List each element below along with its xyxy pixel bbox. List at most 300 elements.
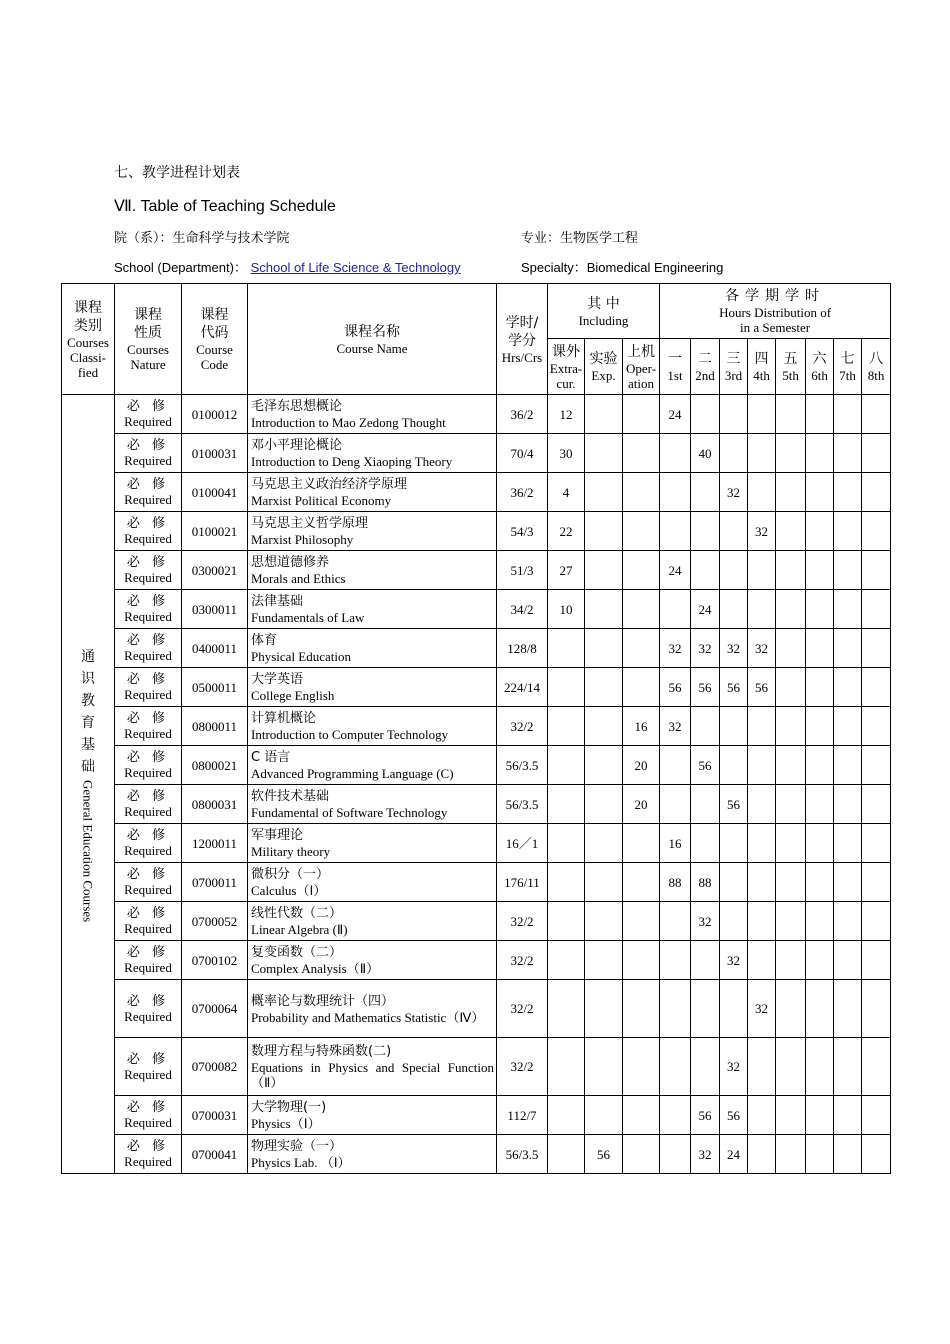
semester-4-hours: [748, 1096, 776, 1135]
semester-7-hours: [834, 707, 862, 746]
nature-cell: 必 修 Required: [115, 746, 182, 785]
semester-6-hours: [806, 941, 834, 980]
nature-cell: 必 修 Required: [115, 785, 182, 824]
semester-3-hours: [720, 746, 748, 785]
extracurricular-hours: [548, 824, 585, 863]
header-semester-6: 六 6th: [806, 339, 834, 395]
header-semester-2: 二 2nd: [691, 339, 720, 395]
extracurricular-hours: 22: [548, 512, 585, 551]
semester-2-hours: 88: [691, 863, 720, 902]
hours-credits: 56/3.5: [497, 746, 548, 785]
semester-5-hours: [776, 980, 806, 1038]
table-row: [62, 395, 891, 434]
semester-5-hours: [776, 707, 806, 746]
semester-2-hours: [691, 980, 720, 1038]
semester-4-hours: [748, 863, 776, 902]
semester-6-hours: [806, 395, 834, 434]
semester-6-hours: [806, 473, 834, 512]
course-code: 0100031: [182, 434, 248, 473]
experiment-hours: [585, 941, 623, 980]
category-zh: [81, 646, 95, 778]
extracurricular-hours: [548, 941, 585, 980]
semester-8-hours: [862, 1096, 891, 1135]
semester-1-hours: [660, 512, 691, 551]
semester-8-hours: [862, 590, 891, 629]
hours-credits: 51/3: [497, 551, 548, 590]
table-row: [62, 473, 891, 512]
nature-cell: 必 修 Required: [115, 941, 182, 980]
operation-hours: [623, 863, 660, 902]
semester-2-hours: [691, 1038, 720, 1096]
semester-5-hours: [776, 785, 806, 824]
semester-5-hours: [776, 863, 806, 902]
course-name: 马克思主义哲学原理 Marxist Philosophy: [248, 512, 497, 551]
semester-3-hours: 56: [720, 668, 748, 707]
hours-credits: 54/3: [497, 512, 548, 551]
category-char: 育: [81, 714, 95, 731]
specialty-en: Specialty：Biomedical Engineering: [521, 260, 724, 275]
hours-credits: 32/2: [497, 707, 548, 746]
header-code: 课程代码 Course Code: [182, 284, 248, 395]
header-semester-7: 七 7th: [834, 339, 862, 395]
course-code: 0700052: [182, 902, 248, 941]
semester-2-hours: 32: [691, 629, 720, 668]
table-row: [62, 980, 891, 1038]
course-name: 线性代数（二） Linear Algebra (Ⅱ): [248, 902, 497, 941]
course-code: 0700031: [182, 1096, 248, 1135]
semester-5-hours: [776, 512, 806, 551]
extracurricular-hours: [548, 1135, 585, 1174]
semester-6-hours: [806, 590, 834, 629]
hours-credits: 34/2: [497, 590, 548, 629]
semester-8-hours: [862, 902, 891, 941]
hours-credits: 176/11: [497, 863, 548, 902]
semester-6-hours: [806, 746, 834, 785]
nature-cell: 必 修 Required: [115, 668, 182, 707]
extracurricular-hours: 4: [548, 473, 585, 512]
operation-hours: [623, 1038, 660, 1096]
semester-8-hours: [862, 512, 891, 551]
semester-4-hours: [748, 1135, 776, 1174]
semester-4-hours: [748, 902, 776, 941]
semester-1-hours: 24: [660, 395, 691, 434]
extracurricular-hours: 27: [548, 551, 585, 590]
table-row: [62, 512, 891, 551]
semester-4-hours: [748, 434, 776, 473]
category-char: 础: [81, 758, 95, 775]
course-code: 0400011: [182, 629, 248, 668]
table-row: [62, 1135, 891, 1174]
semester-7-hours: [834, 551, 862, 590]
course-code: 0300021: [182, 551, 248, 590]
course-code: 0700011: [182, 863, 248, 902]
course-name: 体育 Physical Education: [248, 629, 497, 668]
semester-7-hours: [834, 980, 862, 1038]
header-course-name: 课程名称 Course Name: [248, 284, 497, 395]
experiment-hours: [585, 980, 623, 1038]
semester-4-hours: [748, 707, 776, 746]
header-nature: 课程性质 Courses Nature: [115, 284, 182, 395]
hours-credits: 36/2: [497, 395, 548, 434]
table-row: [62, 824, 891, 863]
semester-4-hours: 56: [748, 668, 776, 707]
experiment-hours: [585, 551, 623, 590]
extracurricular-hours: [548, 746, 585, 785]
nature-cell: 必 修 Required: [115, 434, 182, 473]
semester-6-hours: [806, 980, 834, 1038]
semester-2-hours: 56: [691, 746, 720, 785]
table-row: [62, 785, 891, 824]
semester-5-hours: [776, 473, 806, 512]
semester-3-hours: [720, 395, 748, 434]
table-row: [62, 863, 891, 902]
category-en: General Education Courses: [80, 779, 96, 923]
semester-8-hours: [862, 473, 891, 512]
hours-credits: 56/3.5: [497, 785, 548, 824]
semester-5-hours: [776, 941, 806, 980]
semester-6-hours: [806, 1135, 834, 1174]
semester-5-hours: [776, 1135, 806, 1174]
extracurricular-hours: [548, 707, 585, 746]
operation-hours: [623, 941, 660, 980]
semester-7-hours: [834, 785, 862, 824]
department-en-line: [114, 257, 461, 276]
department-zh: 院（系）：生命科学与技术学院: [114, 231, 290, 246]
operation-hours: [623, 512, 660, 551]
semester-4-hours: [748, 941, 776, 980]
semester-5-hours: [776, 746, 806, 785]
category-char: 基: [81, 736, 95, 753]
semester-1-hours: 24: [660, 551, 691, 590]
extracurricular-hours: [548, 785, 585, 824]
semester-5-hours: [776, 824, 806, 863]
experiment-hours: [585, 707, 623, 746]
semester-4-hours: 32: [748, 512, 776, 551]
semester-2-hours: 32: [691, 902, 720, 941]
experiment-hours: [585, 902, 623, 941]
section-title-en: Ⅶ. Table of Teaching Schedule: [114, 198, 336, 215]
semester-7-hours: [834, 746, 862, 785]
hours-credits: 32/2: [497, 980, 548, 1038]
semester-4-hours: [748, 590, 776, 629]
semester-1-hours: [660, 590, 691, 629]
operation-hours: [623, 668, 660, 707]
nature-cell: 必 修 Required: [115, 824, 182, 863]
hours-credits: 36/2: [497, 473, 548, 512]
semester-8-hours: [862, 941, 891, 980]
semester-8-hours: [862, 395, 891, 434]
semester-5-hours: [776, 590, 806, 629]
nature-cell: 必 修 Required: [115, 473, 182, 512]
extracurricular-hours: [548, 1096, 585, 1135]
semester-7-hours: [834, 1038, 862, 1096]
extracurricular-hours: [548, 629, 585, 668]
semester-2-hours: 24: [691, 590, 720, 629]
header-experiment: 实验 Exp.: [585, 339, 623, 395]
experiment-hours: [585, 1096, 623, 1135]
semester-2-hours: [691, 707, 720, 746]
course-code: 0100021: [182, 512, 248, 551]
header-semester-4: 四 4th: [748, 339, 776, 395]
semester-6-hours: [806, 668, 834, 707]
semester-5-hours: [776, 668, 806, 707]
nature-cell: 必 修 Required: [115, 980, 182, 1038]
semester-4-hours: 32: [748, 629, 776, 668]
semester-4-hours: [748, 395, 776, 434]
course-name: 大学物理(一) Physics（Ⅰ）: [248, 1096, 497, 1135]
semester-1-hours: [660, 746, 691, 785]
course-name: 概率论与数理统计（四） Probability and Mathematics Statistic（Ⅳ）: [248, 980, 497, 1038]
experiment-hours: [585, 785, 623, 824]
experiment-hours: [585, 395, 623, 434]
course-code: 1200011: [182, 824, 248, 863]
semester-2-hours: 40: [691, 434, 720, 473]
semester-1-hours: [660, 1096, 691, 1135]
semester-1-hours: [660, 473, 691, 512]
semester-3-hours: [720, 590, 748, 629]
semester-4-hours: [748, 785, 776, 824]
course-name: 思想道德修养 Morals and Ethics: [248, 551, 497, 590]
nature-cell: 必 修 Required: [115, 551, 182, 590]
semester-7-hours: [834, 395, 862, 434]
semester-8-hours: [862, 707, 891, 746]
semester-7-hours: [834, 1135, 862, 1174]
course-name: 软件技术基础 Fundamental of Software Technology: [248, 785, 497, 824]
semester-4-hours: [748, 1038, 776, 1096]
nature-cell: 必 修 Required: [115, 902, 182, 941]
experiment-hours: [585, 1038, 623, 1096]
semester-6-hours: [806, 824, 834, 863]
nature-cell: 必 修 Required: [115, 1135, 182, 1174]
table-row: [62, 629, 891, 668]
hours-credits: 112/7: [497, 1096, 548, 1135]
semester-3-hours: 32: [720, 1038, 748, 1096]
semester-7-hours: [834, 1096, 862, 1135]
semester-8-hours: [862, 824, 891, 863]
experiment-hours: [585, 512, 623, 551]
semester-3-hours: [720, 512, 748, 551]
teaching-schedule-table: [61, 283, 891, 1174]
semester-7-hours: [834, 824, 862, 863]
category-char: 识: [81, 670, 95, 687]
nature-cell: 必 修 Required: [115, 395, 182, 434]
semester-3-hours: 32: [720, 629, 748, 668]
extracurricular-hours: [548, 902, 585, 941]
semester-6-hours: [806, 1038, 834, 1096]
semester-3-hours: 24: [720, 1135, 748, 1174]
hours-credits: 32/2: [497, 1038, 548, 1096]
section-title-zh: 七、教学进程计划表: [114, 165, 240, 181]
semester-3-hours: [720, 434, 748, 473]
semester-5-hours: [776, 902, 806, 941]
course-code: 0100041: [182, 473, 248, 512]
semester-4-hours: [748, 473, 776, 512]
semester-1-hours: [660, 1135, 691, 1174]
operation-hours: [623, 1135, 660, 1174]
table-row: [62, 434, 891, 473]
department-en-label: School (Department)：: [114, 260, 247, 275]
semester-2-hours: 56: [691, 1096, 720, 1135]
semester-3-hours: [720, 551, 748, 590]
department-en-link[interactable]: School of Life Science & Technology: [250, 260, 461, 275]
semester-6-hours: [806, 785, 834, 824]
semester-6-hours: [806, 551, 834, 590]
semester-3-hours: [720, 863, 748, 902]
experiment-hours: [585, 629, 623, 668]
semester-5-hours: [776, 395, 806, 434]
table-row: [62, 668, 891, 707]
table-row: [62, 902, 891, 941]
category-cell: [62, 395, 115, 1174]
extracurricular-hours: [548, 980, 585, 1038]
semester-1-hours: 32: [660, 629, 691, 668]
semester-8-hours: [862, 980, 891, 1038]
semester-5-hours: [776, 434, 806, 473]
semester-7-hours: [834, 512, 862, 551]
hours-credits: 70/4: [497, 434, 548, 473]
semester-3-hours: 56: [720, 1096, 748, 1135]
course-code: 0100012: [182, 395, 248, 434]
operation-hours: [623, 1096, 660, 1135]
semester-2-hours: [691, 512, 720, 551]
operation-hours: 20: [623, 785, 660, 824]
course-name: 邓小平理论概论 Introduction to Deng Xiaoping Theory: [248, 434, 497, 473]
semester-7-hours: [834, 668, 862, 707]
semester-6-hours: [806, 629, 834, 668]
course-name: 军事理论 Military theory: [248, 824, 497, 863]
semester-1-hours: 56: [660, 668, 691, 707]
course-code: 0800011: [182, 707, 248, 746]
nature-cell: 必 修 Required: [115, 863, 182, 902]
semester-1-hours: 32: [660, 707, 691, 746]
header-semester-5: 五 5th: [776, 339, 806, 395]
semester-2-hours: [691, 551, 720, 590]
nature-cell: 必 修 Required: [115, 629, 182, 668]
course-code: 0500011: [182, 668, 248, 707]
semester-8-hours: [862, 551, 891, 590]
semester-8-hours: [862, 1038, 891, 1096]
semester-8-hours: [862, 785, 891, 824]
semester-1-hours: [660, 434, 691, 473]
category-char: 教: [81, 692, 95, 709]
semester-7-hours: [834, 434, 862, 473]
semester-8-hours: [862, 668, 891, 707]
experiment-hours: [585, 473, 623, 512]
semester-2-hours: [691, 395, 720, 434]
operation-hours: 20: [623, 746, 660, 785]
course-name: 复变函数（二） Complex Analysis（Ⅱ）: [248, 941, 497, 980]
semester-5-hours: [776, 551, 806, 590]
header-hours-credits: 学时/学分 Hrs/Crs: [497, 284, 548, 395]
semester-1-hours: [660, 1038, 691, 1096]
course-code: 0700041: [182, 1135, 248, 1174]
semester-2-hours: [691, 824, 720, 863]
semester-3-hours: 56: [720, 785, 748, 824]
table-row: [62, 551, 891, 590]
semester-4-hours: [748, 551, 776, 590]
course-code: 0800021: [182, 746, 248, 785]
category-char: 通: [81, 648, 95, 665]
hours-credits: 16／1: [497, 824, 548, 863]
course-name: 微积分（一） Calculus（Ⅰ）: [248, 863, 497, 902]
operation-hours: [623, 434, 660, 473]
semester-1-hours: 88: [660, 863, 691, 902]
semester-1-hours: [660, 902, 691, 941]
semester-5-hours: [776, 1096, 806, 1135]
nature-cell: 必 修 Required: [115, 1038, 182, 1096]
operation-hours: [623, 551, 660, 590]
semester-8-hours: [862, 434, 891, 473]
header-including: 其 中 Including: [548, 284, 660, 339]
extracurricular-hours: [548, 668, 585, 707]
hours-credits: 128/8: [497, 629, 548, 668]
semester-3-hours: 32: [720, 473, 748, 512]
experiment-hours: [585, 434, 623, 473]
course-name: C 语言 Advanced Programming Language (C): [248, 746, 497, 785]
semester-4-hours: 32: [748, 980, 776, 1038]
semester-8-hours: [862, 1135, 891, 1174]
experiment-hours: [585, 590, 623, 629]
semester-2-hours: [691, 473, 720, 512]
nature-cell: 必 修 Required: [115, 707, 182, 746]
semester-1-hours: [660, 941, 691, 980]
semester-7-hours: [834, 473, 862, 512]
header-extracurricular: 课外 Extra-cur.: [548, 339, 585, 395]
table-row: [62, 1038, 891, 1096]
course-name: 毛泽东思想概论 Introduction to Mao Zedong Thought: [248, 395, 497, 434]
operation-hours: [623, 473, 660, 512]
experiment-hours: [585, 668, 623, 707]
table-row: [62, 590, 891, 629]
nature-cell: 必 修 Required: [115, 590, 182, 629]
semester-7-hours: [834, 863, 862, 902]
semester-5-hours: [776, 1038, 806, 1096]
course-name: 物理实验（一） Physics Lab. （Ⅰ）: [248, 1135, 497, 1174]
semester-6-hours: [806, 863, 834, 902]
experiment-hours: 56: [585, 1135, 623, 1174]
table-row: [62, 746, 891, 785]
header-category: 课程类别 Courses Classi-fied: [62, 284, 115, 395]
semester-8-hours: [862, 629, 891, 668]
semester-3-hours: [720, 980, 748, 1038]
semester-4-hours: [748, 746, 776, 785]
semester-3-hours: [720, 902, 748, 941]
semester-7-hours: [834, 902, 862, 941]
operation-hours: [623, 590, 660, 629]
operation-hours: [623, 902, 660, 941]
semester-2-hours: 56: [691, 668, 720, 707]
semester-6-hours: [806, 707, 834, 746]
table-row: [62, 1096, 891, 1135]
header-operation: 上机 Oper-ation: [623, 339, 660, 395]
operation-hours: [623, 629, 660, 668]
course-code: 0700102: [182, 941, 248, 980]
semester-7-hours: [834, 629, 862, 668]
semester-2-hours: [691, 941, 720, 980]
semester-4-hours: [748, 824, 776, 863]
semester-5-hours: [776, 629, 806, 668]
operation-hours: [623, 824, 660, 863]
nature-cell: 必 修 Required: [115, 512, 182, 551]
semester-2-hours: [691, 785, 720, 824]
semester-6-hours: [806, 512, 834, 551]
semester-2-hours: 32: [691, 1135, 720, 1174]
experiment-hours: [585, 824, 623, 863]
course-name: 数理方程与特殊函数(二) Equations in Physics and Special Function（Ⅱ）: [248, 1038, 497, 1096]
course-code: 0700082: [182, 1038, 248, 1096]
course-code: 0800031: [182, 785, 248, 824]
header-hours-distribution: 各学期学时 Hours Distribution of in a Semester: [660, 284, 891, 339]
